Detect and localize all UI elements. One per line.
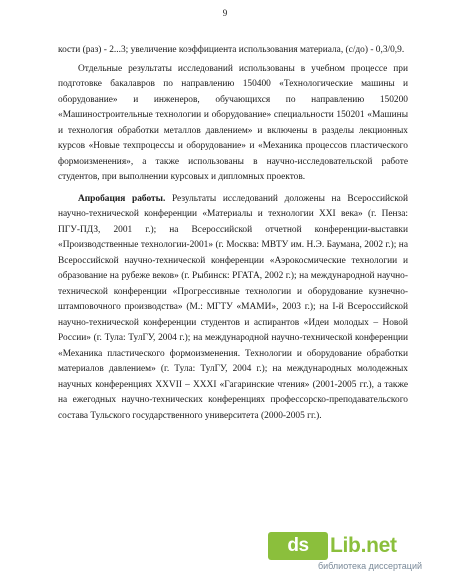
paragraph-text: кости (раз) - 2...3; увеличение коэффициента использования материала, (с/до) - 0,3/0,9. <box>58 45 405 55</box>
paragraph-text: Отдельные результаты исследований использованы в учебном процессе при подготовке бакалавров по направлению 150400 «Технологические машины и оборудование» и инженеров, обучающихся по направлению 150200 «Машиностроительные технологии и оборудование» специальности 150201 «Машины и технология обработки металлов давлением» и включены в разделы лекционных курсов «Новые техпроцессы и оборудование» и «Механика процессов пластического формоизменения», а также использованы в научно-исследовательской работе студентов, при выполнении курсовых и дипломных проектов. <box>58 63 408 182</box>
paragraph-heading: Апробация работы. <box>78 193 166 204</box>
paragraph-approbation <box>58 192 408 425</box>
paragraph-text: Результаты исследований доложены на Всероссийской научно-технической конференции «Материалы и технологии XXI века» (г. Пенза: ПГУ-ПДЗ, 2001 г.); на Всероссийской отчетной конференции-выставки «Производственные технологии-2001» (г. Москва: МВТУ им. Н.Э. Баумана, 2002 г.); на Всероссийской научно-технической конференции «Аэрокосмические технологии и образование на рубеже веков» (г. Рыбинск: РГАТА, 2002 г.); на международной научно-технической конференции «Прогрессивные технологии и оборудование кузнечно-штамповочного производства» (М.: МГТУ «МАМИ», 2003 г.); на I-й Всероссийской научно-технической конференции студентов и аспирантов «Идеи молодых – Новой России» (г. Тула: ТулГУ, 2004 г.); на международной научно-технической конференции «Механика пластического формоизменения. Технологии и оборудование обработки материалов давлением» (г. Тула: ТулГУ, 2004 г.); на международных молодежных научных конференциях XXVII – XXXI «Гагаринские чтения» (2001-2005 гг.), а также на ежегодных научно-технических конференциях профессорско-преподавательского состава Тульского государственного университета (2000-2005 гг.). <box>58 193 408 421</box>
watermark-domain: Lib.net <box>330 534 397 557</box>
watermark-subtitle: библиотека диссертаций <box>318 561 423 571</box>
paragraph-results-usage <box>58 62 408 186</box>
page-number: 9 <box>222 8 228 18</box>
document-body <box>58 43 408 430</box>
dslib-watermark <box>268 530 438 574</box>
paragraph-continuation <box>58 43 408 59</box>
dslib-logo: ds <box>268 532 328 560</box>
